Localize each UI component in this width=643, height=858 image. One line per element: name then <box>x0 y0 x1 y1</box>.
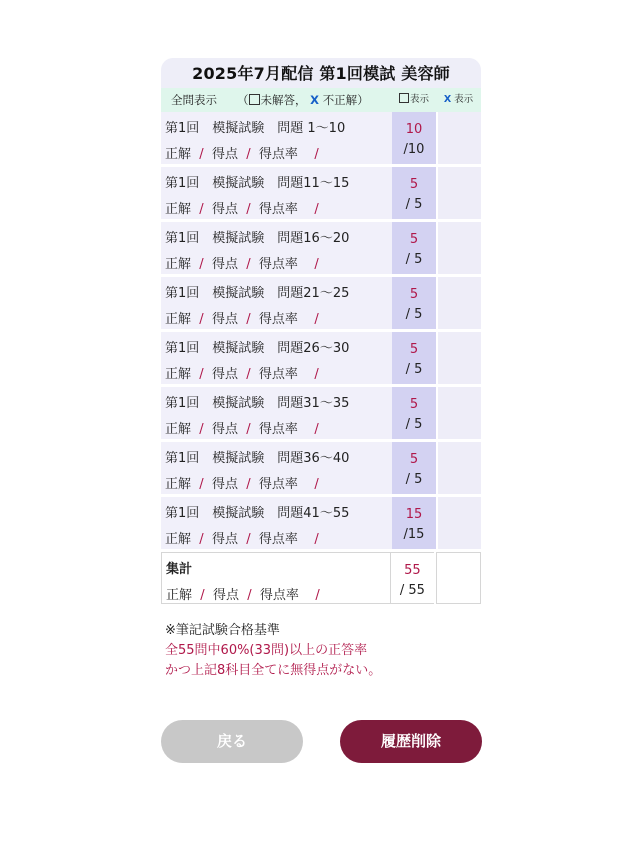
x-mark-icon: X <box>443 94 452 105</box>
wrong-cell[interactable] <box>438 332 481 384</box>
score-value: 5 <box>409 397 419 412</box>
wrong-cell[interactable] <box>438 387 481 439</box>
legend-unanswered: 未解答， <box>260 93 307 107</box>
pass-criteria <box>165 621 381 681</box>
summary-total: / 55 <box>399 583 425 598</box>
section-name: 第1回 模擬試験 問題41〜55 <box>165 506 350 521</box>
section-name: 第1回 模擬試験 問題11〜15 <box>165 176 350 191</box>
criteria-heading: ※筆記試験合格基準 <box>165 623 280 638</box>
score-cell[interactable] <box>392 167 436 219</box>
checkbox-icon <box>399 93 409 103</box>
section-label-cell[interactable] <box>161 497 392 549</box>
score-total: / 5 <box>405 362 423 377</box>
summary-score: 55 <box>404 563 421 578</box>
section-row[interactable] <box>161 442 481 494</box>
header-left: 全問表示 （ 未解答， X 不正解） <box>171 93 369 107</box>
score-cell[interactable] <box>392 222 436 274</box>
checkbox-icon <box>249 94 260 105</box>
section-sublabel: 正解 / 得点 / 得点率 / <box>165 367 319 382</box>
section-name: 第1回 模擬試験 問題31〜35 <box>165 396 350 411</box>
show-all-button[interactable]: 全問表示 <box>171 93 217 107</box>
section-label-cell[interactable] <box>161 222 392 274</box>
section-sublabel: 正解 / 得点 / 得点率 / <box>165 257 319 272</box>
wrong-cell[interactable] <box>438 112 481 164</box>
score-cell[interactable] <box>392 442 436 494</box>
back-button[interactable]: 戻る <box>161 720 303 763</box>
section-label-cell[interactable] <box>161 332 392 384</box>
summary-row <box>161 552 481 604</box>
score-cell[interactable] <box>392 277 436 329</box>
wrong-cell[interactable] <box>438 277 481 329</box>
section-sublabel: 正解 / 得点 / 得点率 / <box>165 202 319 217</box>
score-value: 15 <box>405 507 423 522</box>
section-label-cell[interactable] <box>161 277 392 329</box>
section-row[interactable] <box>161 112 481 164</box>
score-total: / 5 <box>405 252 423 267</box>
score-total: / 5 <box>405 307 423 322</box>
section-label-cell[interactable] <box>161 167 392 219</box>
score-total: /10 <box>403 142 425 157</box>
score-cell[interactable] <box>392 112 436 164</box>
section-label-cell[interactable] <box>161 112 392 164</box>
legend-wrong: 不正解 <box>322 93 358 107</box>
score-value: 5 <box>409 452 419 467</box>
delete-history-button[interactable]: 履歴削除 <box>340 720 482 763</box>
section-label-cell[interactable] <box>161 442 392 494</box>
score-value: 5 <box>409 232 419 247</box>
section-name: 第1回 模擬試験 問題21〜25 <box>165 286 350 301</box>
section-list <box>161 112 481 549</box>
wrong-cell[interactable] <box>438 497 481 549</box>
section-row[interactable] <box>161 387 481 439</box>
summary-wrong-cell <box>436 552 481 604</box>
score-total: / 5 <box>405 472 423 487</box>
section-row[interactable] <box>161 497 481 549</box>
summary-label-cell <box>161 552 391 604</box>
section-row[interactable] <box>161 222 481 274</box>
score-value: 10 <box>405 122 423 137</box>
score-value: 5 <box>409 177 419 192</box>
score-cell[interactable] <box>392 387 436 439</box>
section-name: 第1回 模擬試験 問題 1〜10 <box>165 121 346 136</box>
score-cell[interactable] <box>392 332 436 384</box>
wrong-cell[interactable] <box>438 167 481 219</box>
section-sublabel: 正解 / 得点 / 得点率 / <box>165 532 319 547</box>
section-sublabel: 正解 / 得点 / 得点率 / <box>165 312 319 327</box>
section-row[interactable] <box>161 277 481 329</box>
section-row[interactable] <box>161 167 481 219</box>
section-name: 第1回 模擬試験 問題16〜20 <box>165 231 350 246</box>
score-total: /15 <box>403 527 425 542</box>
criteria-line-1: 全55問中60%(33問)以上の正答率 <box>165 643 368 658</box>
summary-name: 集計 <box>166 562 193 577</box>
show-unanswered-toggle[interactable]: 表示 <box>392 88 436 112</box>
table-header <box>161 88 481 112</box>
score-total: / 5 <box>405 417 423 432</box>
wrong-cell[interactable] <box>438 442 481 494</box>
section-sublabel: 正解 / 得点 / 得点率 / <box>165 147 319 162</box>
x-mark-icon: X <box>310 93 320 107</box>
page-title: 2025年7月配信 第1回模試 美容師 <box>161 58 481 88</box>
show-wrong-toggle[interactable]: X 表示 <box>443 94 474 105</box>
score-value: 5 <box>409 342 419 357</box>
wrong-cell[interactable] <box>438 222 481 274</box>
section-row[interactable] <box>161 332 481 384</box>
score-total: / 5 <box>405 197 423 212</box>
score-cell[interactable] <box>392 497 436 549</box>
section-name: 第1回 模擬試験 問題26〜30 <box>165 341 350 356</box>
results-panel <box>161 58 481 604</box>
criteria-line-2: かつ上記8科目全てに無得点がない。 <box>165 663 382 678</box>
section-name: 第1回 模擬試験 問題36〜40 <box>165 451 350 466</box>
section-sublabel: 正解 / 得点 / 得点率 / <box>165 477 319 492</box>
section-sublabel: 正解 / 得点 / 得点率 / <box>165 422 319 437</box>
summary-sublabel: 正解 / 得点 / 得点率 / <box>166 588 320 603</box>
summary-score-cell <box>391 552 435 604</box>
score-value: 5 <box>409 287 419 302</box>
section-label-cell[interactable] <box>161 387 392 439</box>
